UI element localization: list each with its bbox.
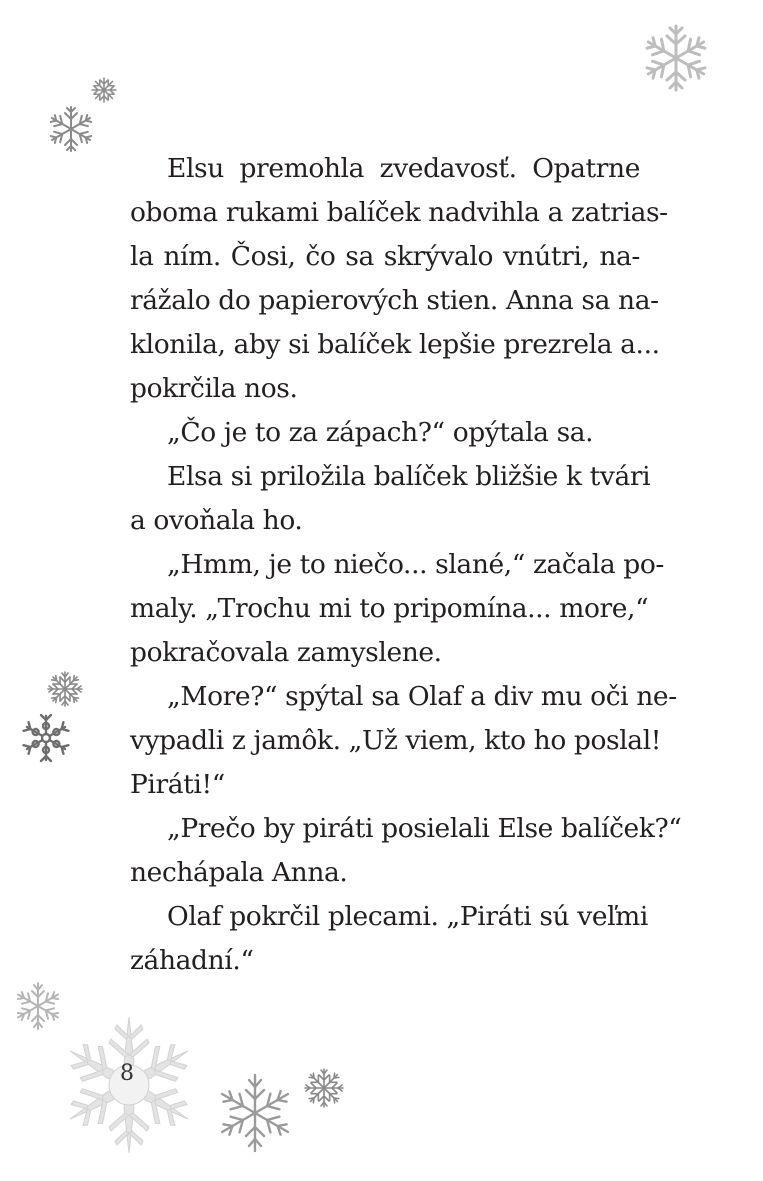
text-line: „Prečo by piráti posielali Else balíček?“: [167, 813, 682, 844]
paragraph: [130, 675, 677, 807]
snowflake-icon: [302, 1066, 346, 1110]
text-line: oboma rukami balíček nadvihla a zatrias-: [130, 197, 668, 228]
snowflake-icon: [20, 712, 72, 764]
text-line: Elsa si priložila balíček bližšie k tvári: [167, 461, 651, 492]
text-line: záhadní.“: [130, 945, 254, 976]
text-line: maly. „Trochu mi to pripomína... more,“: [130, 593, 649, 624]
snowflake-icon: [212, 1070, 298, 1156]
text-line: Piráti!“: [130, 769, 225, 800]
snowflake-icon: [46, 104, 96, 154]
text-line: la ním. Čosi, čo sa skrývalo vnútri, na-: [130, 241, 640, 272]
text-line: „Hmm, je to niečo... slané,“ začala po-: [167, 549, 664, 580]
snowflake-icon: [46, 670, 84, 708]
text-line: Elsu premohla zvedavosť. Opatrne: [167, 153, 640, 184]
paragraph: [130, 895, 648, 983]
paragraph: [130, 543, 664, 675]
text-line: „More?“ spýtal sa Olaf a div mu oči ne-: [167, 681, 677, 712]
paragraph: [130, 147, 668, 411]
text-line: nechápala Anna.: [130, 857, 348, 888]
text-line: rážalo do papierových stien. Anna sa na-: [130, 285, 659, 316]
text-line: „Čo je to za zápach?“ opýtala sa.: [167, 417, 594, 448]
text-line: klonila, aby si balíček lepšie prezrela a...: [130, 329, 660, 360]
page-number: 8: [120, 1061, 134, 1086]
text-line: a ovoňala ho.: [130, 505, 303, 536]
text-line: pokračovala zamyslene.: [130, 637, 442, 668]
paragraph: [130, 455, 651, 543]
snowflake-icon: [640, 22, 712, 94]
text-line: Olaf pokrčil plecami. „Piráti sú veľmi: [167, 901, 648, 932]
paragraph: [130, 807, 682, 895]
text-line: vypadli z jamôk. „Už viem, kto ho poslal!: [130, 725, 662, 756]
story-text: [130, 147, 682, 983]
text-line: pokrčila nos.: [130, 373, 298, 404]
snowflake-icon: [90, 76, 118, 104]
paragraph: [130, 411, 640, 455]
